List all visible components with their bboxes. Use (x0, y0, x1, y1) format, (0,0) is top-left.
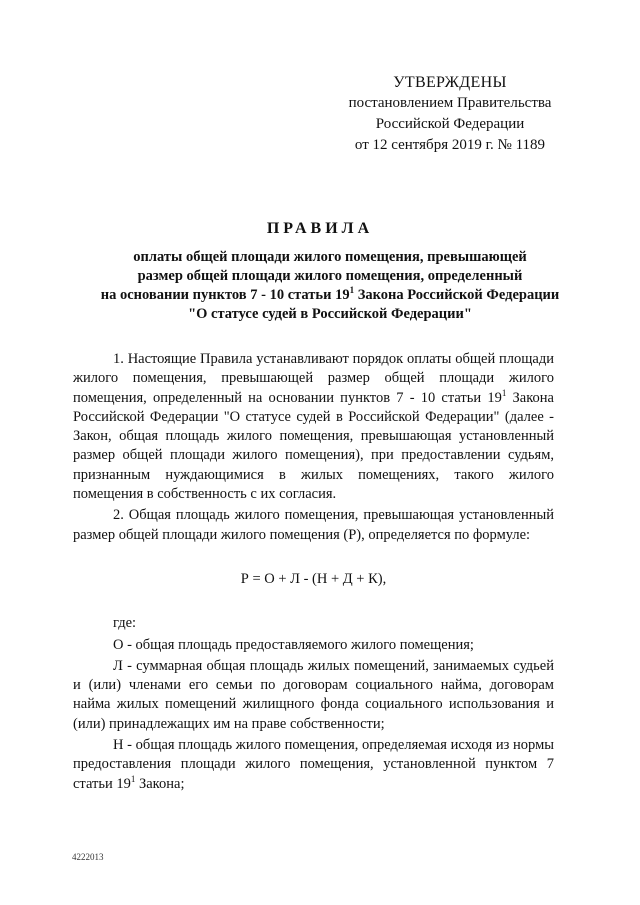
subtitle-line-3-a: на основании пунктов 7 - 10 статьи 19 (100, 287, 350, 303)
approval-line-2: Российской Федерации (375, 116, 525, 132)
subtitle-line-1: оплаты общей площади жилого помещения, превышающей (133, 249, 527, 265)
document-title: ПРАВИЛА (266, 220, 374, 237)
subtitle-line-3 (60, 286, 600, 305)
paragraph-1-superscript: 1 (501, 387, 507, 398)
document-code: 4222013 (72, 852, 104, 862)
approval-heading: УТВЕРЖДЕНЫ (393, 74, 507, 91)
approval-stamp (330, 72, 570, 156)
definition-n-a: Н - общая площадь жилого помещения, определяемая исходя из нормы предоставления площади жилого помещения, установленной пунктом 7 статьи 19 (73, 737, 554, 792)
paragraph-1-b: Закона Российской Федерации "О статусе судей в Российской Федерации" (далее - Закон, общая площадь жилого помещения, превышающая установленный размер общей площади жилого помещения), при предоставлении судьям, признанным нуждающимися в жилых помещениях, такого жилого помещения в собственность с их согласия. (73, 389, 554, 503)
subtitle-line-2: размер общей площади жилого помещения, определенный (137, 268, 523, 284)
definition-n-superscript: 1 (130, 773, 136, 784)
paragraph-1-a: 1. Настоящие Правила устанавливают порядок оплаты общей площади жилого помещения, превышающей размер общей площади жилого помещения, определенный на основании пунктов 7 - 10 статьи 19 (73, 351, 554, 406)
paragraph-1 (73, 350, 554, 504)
formula: Р = О + Л - (Н + Д + К), (240, 570, 387, 587)
definition-l: Л - суммарная общая площадь жилых помещений, занимаемых судьей и (или) членами его семьи по договорам социального найма, договорам найма жилых помещений жилищного фонда социального использования и (или) принадлежащих им на праве собственности; (73, 657, 554, 732)
where-label: где: (113, 615, 137, 632)
approval-line-3: от 12 сентября 2019 г. № 1189 (354, 137, 546, 153)
document-subtitle (60, 248, 600, 324)
definition-o: О - общая площадь предоставляемого жилого помещения; (113, 636, 474, 653)
subtitle-superscript: 1 (349, 285, 355, 295)
definition-n-b: Закона; (135, 775, 185, 792)
subtitle-line-3-b: Закона Российской Федерации (354, 287, 560, 303)
approval-line-1: постановлением Правительства (348, 95, 552, 111)
document-body (73, 350, 554, 794)
subtitle-line-4: "О статусе судей в Российской Федерации" (188, 306, 472, 322)
definition-n (73, 736, 554, 794)
paragraph-2: 2. Общая площадь жилого помещения, превышающая установленный размер общей площади жилого помещения (Р), определяется по формуле: (73, 507, 554, 543)
